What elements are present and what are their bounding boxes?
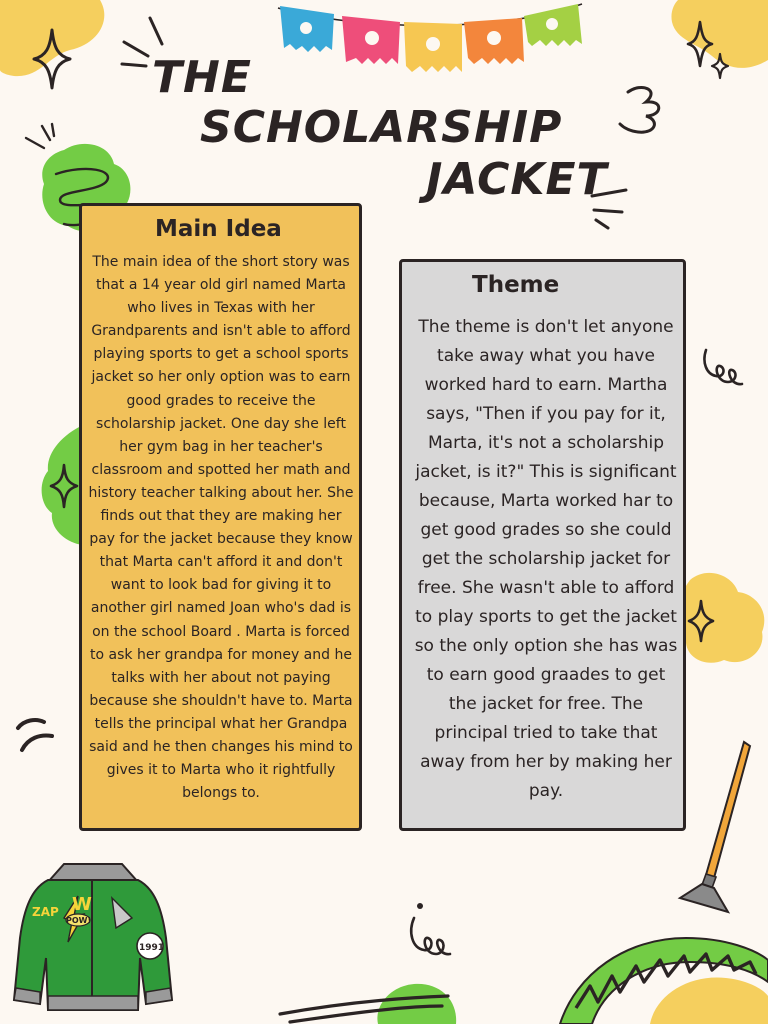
theme-heading: Theme [472,272,560,298]
squiggle-icon [404,898,454,960]
zigzag-arch-icon [556,924,768,1024]
jacket-patch-zap: ZAP [32,905,59,919]
sparkle-icon [48,462,80,510]
title-line-2: SCHOLARSHIP [200,102,563,153]
main-idea-body: The main idea of the short story was that a 14 year old girl named Marta who lives in Texas with her Grandparents and isn't able to afford playing sports to get a school sports jacket so her only option was to earn good grades to receive the scholarship jacket. One day she left her gym bag in her teacher's classroom and spotted her math and history teacher talking about her. She finds out that they are making her pay for the jacket because they know that Marta can't afford it and don't want to look bad for giving it to another girl named Joan who's dad is on the school Board . Marta is forced to ask her grandpa for money and he talks with her about not paying because she shouldn't have to. Marta tells the principal what her Grandpa said and he then changes his mind to gives it to Marta who it rightfully belongs to. [88,254,354,802]
jacket-patch-year: 1991 [139,943,165,953]
letterman-jacket-illustration [12,858,174,1020]
title-line-3: JACKET [426,154,608,205]
main-idea-heading: Main Idea [155,216,282,242]
swoosh-lines [276,988,452,1024]
jacket-patch-pow: POW! [66,916,92,925]
title-line-1: THE [152,52,252,103]
papel-picado-banner [276,0,586,80]
sparkle-icon [684,18,732,80]
jacket-patch-letter: W [72,894,92,915]
sparkle-icon [30,26,74,92]
theme-body: The theme is don't let anyone take away what you have worked hard to earn. Martha says, "Then if you pay for it, Marta, it's not a scholarship jacket, is it?" This is significant because, Marta worked har to get good grades so she could get the scholarship jacket for free. She wasn't able to afford to play sports to get the jacket so the only option she has was to earn good graades to get the jacket for free. The principal tried to take that away from her by making her pay. [414,317,678,801]
squiggle-icon [612,82,664,138]
curve-lines-icon [12,714,56,756]
squiggle-icon [700,344,748,390]
sparkle-icon [686,598,716,644]
burst-lines-left [22,122,62,156]
shovel-icon [676,736,756,916]
